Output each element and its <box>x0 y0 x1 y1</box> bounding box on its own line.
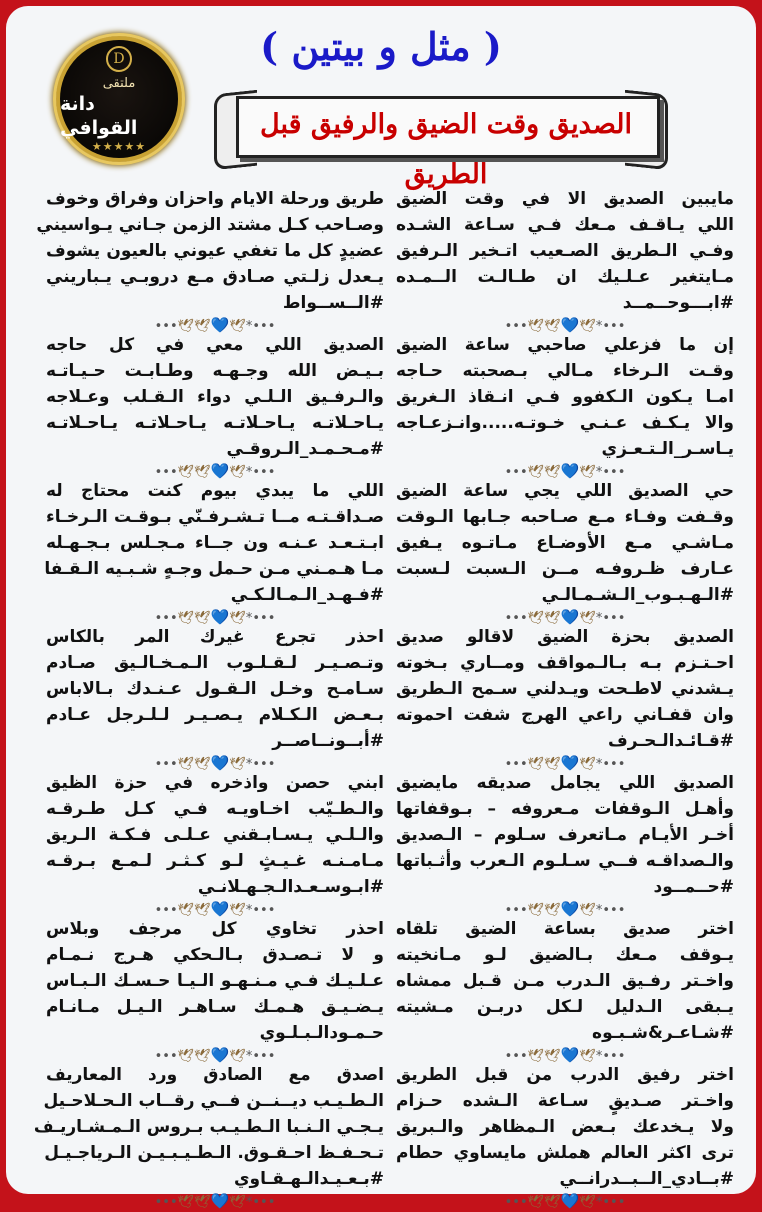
dove-icon: 🕊 <box>194 757 211 772</box>
poem-line: ابـتـعـد عـنـه ون جــاء مـجـلس بـجـهـله <box>46 533 384 553</box>
dove-icon: 🕊 <box>527 757 545 772</box>
dove-icon: 🕊 <box>579 757 596 772</box>
heart-icon: 💙 <box>560 900 580 918</box>
poem-line: أخـر الأيـام مـاتعرف سـلوم – الـصديق <box>396 825 734 845</box>
poem-line: الصديق بحزة الضيق لاقالو صديق <box>396 627 734 647</box>
dove-icon: 🕊 <box>544 1195 561 1210</box>
separator-dots: ••• <box>602 903 626 918</box>
poem-line: عضيدٍ كل ما تغفي عيوني بالعيون يشوف <box>46 241 384 261</box>
star-icon: * <box>245 1195 253 1210</box>
poem-line: صـداقـتـه مــا تـشـرفـنّي بـوقـت الـرخـاء <box>46 507 384 527</box>
poem-line: ترى اكثر العالم هملش مايساوي حطام <box>396 1143 734 1163</box>
separator-dots: ••• <box>154 757 178 772</box>
poem-line: ابني حصن واذخره في حزة الظيق <box>46 773 384 793</box>
dove-icon: 🕊 <box>579 319 596 334</box>
dove-icon: 🕊 <box>177 1195 195 1210</box>
poem-author: #شـاعـر&شـبـوه <box>592 1023 734 1043</box>
separator-dots: ••• <box>154 903 178 918</box>
poem-line: يـعدل زلـتي صـادق مـع دروبـي يـباريني <box>46 267 384 287</box>
poem-block <box>396 332 734 478</box>
star-icon: * <box>245 319 253 334</box>
poem-line: وقـت الـرخاء مـالي بـصحبته حـاجه <box>396 361 734 381</box>
separator-dots: ••• <box>504 903 528 918</box>
poem-line: والا يـكـف عـنـي خـوتـه.....وانـزعـاجه <box>396 413 734 433</box>
dove-icon: 🕊 <box>527 465 545 480</box>
separator-dots: ••• <box>252 903 276 918</box>
poem-block <box>46 332 384 478</box>
heart-icon: 💙 <box>210 608 230 626</box>
dove-icon: 🕊 <box>544 1049 561 1064</box>
dove-icon: 🕊 <box>579 903 596 918</box>
poem-line: مـا هـمـني مـن حـمل وجـهٍ شـبـيه الـقـفا <box>44 559 384 579</box>
poem-block <box>33 1062 384 1210</box>
dove-icon: 🕊 <box>177 611 195 626</box>
poem-line: وتـصـيـر لـقـلـوب الـمـخـالـيق صـادم <box>46 653 384 673</box>
proverb-banner <box>214 86 668 190</box>
poem-line: الـطـيـب ديــنــن فــي رقــاب الـحـلاحـيل <box>43 1091 384 1111</box>
poem-line: امـا يـكون الـكفوو فـي انـقاذ الـغريق <box>396 387 734 407</box>
poem-line: وقـفت وفـاء مـع صـاحبه جـابها الـوقت <box>396 507 734 527</box>
separator-dots: ••• <box>154 1195 178 1210</box>
star-icon: * <box>595 757 603 772</box>
poem-author: #فـهـد_الـمـالـكـي <box>230 585 384 605</box>
separator-dots: ••• <box>504 1195 528 1210</box>
dove-icon: 🕊 <box>544 757 561 772</box>
dove-icon: 🕊 <box>527 611 545 626</box>
heart-icon: 💙 <box>560 1192 580 1210</box>
dove-icon: 🕊 <box>544 611 561 626</box>
dove-icon: 🕊 <box>194 465 211 480</box>
star-icon: * <box>245 611 253 626</box>
poem-line: طريق ورحلة الايام واحزان وفراق وخوف <box>46 189 384 209</box>
heart-icon: 💙 <box>210 316 230 334</box>
dove-icon: 🕊 <box>194 319 211 334</box>
logo-stars: ★★★★★ <box>91 139 147 153</box>
heart-icon: 💙 <box>210 1046 230 1064</box>
left-column <box>33 186 384 1210</box>
separator-dots: ••• <box>504 757 528 772</box>
dove-icon: 🕊 <box>229 903 246 918</box>
right-column <box>396 186 734 1208</box>
heart-icon: 💙 <box>210 754 230 772</box>
poem-line: ولا يـخدعك بـعض الـمظاهر والـبريق <box>396 1117 734 1137</box>
separator-dots: ••• <box>504 1049 528 1064</box>
poem-line: مـامـنـه غـيـثٍ لـو كـثـر لـمـع بـرقـه <box>46 851 384 871</box>
separator-dots: ••• <box>154 319 178 334</box>
page-frame <box>6 6 756 1210</box>
poem-line: والـرفـيق الـلـي دواء الـقـلب وعـلاجه <box>46 387 384 407</box>
dove-icon: 🕊 <box>527 319 545 334</box>
poem-author: #بــادي_الــبــدرانــي <box>559 1169 734 1189</box>
separator-dots: ••• <box>252 319 276 334</box>
poem-line: تـحـفـظ احـقـوق. الـطـيـبـيـن الـرياجـيـل <box>44 1143 384 1163</box>
dove-icon: 🕊 <box>229 611 246 626</box>
heart-icon: 💙 <box>560 608 580 626</box>
dove-icon: 🕊 <box>544 465 561 480</box>
poem-author: #الـهـبـوب_الـشـمـالـي <box>541 585 734 605</box>
separator-dots: ••• <box>504 611 528 626</box>
separator-dots: ••• <box>602 611 626 626</box>
poem-line: احذر تخاوي كل مرجف وبلاس <box>46 919 384 939</box>
heart-icon: 💙 <box>210 462 230 480</box>
logo-letter-icon: D <box>106 46 132 72</box>
poem-line: يـشدني لاطـحت ويـدلني سـمح الـطريق <box>396 679 734 699</box>
separator-dots: ••• <box>252 611 276 626</box>
poem-block <box>396 478 734 624</box>
star-icon: * <box>595 903 603 918</box>
dove-icon: 🕊 <box>229 1195 246 1210</box>
poem-block <box>46 770 384 916</box>
logo-line-1: ملتقى <box>102 75 136 91</box>
poem-line: يـجـي الـنـبا الـطـيـب بـروس الـمـشـاريـف <box>33 1117 384 1137</box>
poem-author: #أبــونــاصــر <box>272 731 384 751</box>
separator-dots: ••• <box>602 465 626 480</box>
star-icon: * <box>595 611 603 626</box>
heart-icon: 💙 <box>560 754 580 772</box>
poem-line: اللي ما يبدي بيوم كنت محتاج له <box>46 481 384 501</box>
heart-icon: 💙 <box>560 316 580 334</box>
page-title: ( مثل و بيتين ) <box>260 24 502 69</box>
poem-line: احذر تجرع غيرك المر بالكاس <box>46 627 384 647</box>
poem-block <box>46 478 384 624</box>
dove-icon: 🕊 <box>527 1049 545 1064</box>
poem-line: يـوقف مـعك بـالضيق لـو مـانخيته <box>396 945 734 965</box>
star-icon: * <box>595 319 603 334</box>
separator-dots: ••• <box>154 465 178 480</box>
dove-icon: 🕊 <box>177 465 195 480</box>
heart-icon: 💙 <box>210 1192 230 1210</box>
star-icon: * <box>595 1049 603 1064</box>
poem-line: اختر رفيق الدرب من قبل الطريق <box>396 1065 734 1085</box>
dove-icon: 🕊 <box>229 319 246 334</box>
poem-author: #قـائـدالـحـرف <box>608 731 734 751</box>
poem-line: يـضـيـق هـمـك سـاهـر الـيـل مـانـام <box>46 997 384 1017</box>
poem-line: عـلـيـك فـي مـنـهـو الـيـا حـسـك الـبـاس <box>46 971 384 991</box>
poem-line: الصديق اللي معي في كل حاجه <box>46 335 384 355</box>
star-icon: * <box>245 757 253 772</box>
star-icon: * <box>245 1049 253 1064</box>
dove-icon: 🕊 <box>229 757 246 772</box>
heart-icon: 💙 <box>210 900 230 918</box>
separator-dots: ••• <box>602 1049 626 1064</box>
poem-line: والـلـي يـسـابـقني عـلـى فـكـة الـريق <box>46 825 384 845</box>
poem-line: بـعـض الـكـلام يـصـيـر لـلـرجل عـادم <box>46 705 384 725</box>
forum-logo <box>56 36 182 162</box>
poem-author: #ابـــوحــمــد <box>622 293 734 313</box>
poem-line: سـامـح وخـل الـقـول عـنـدك بـالاباس <box>46 679 384 699</box>
separator-dots: ••• <box>252 1195 276 1210</box>
poem-block <box>46 916 384 1062</box>
poem-block <box>396 1062 734 1208</box>
separator-dots: ••• <box>504 465 528 480</box>
poem-line: والـطـيّب اخـاويـه فـي كـل طـرقـه <box>46 799 384 819</box>
star-icon: * <box>245 903 253 918</box>
poem-line: اختر صديق بساعة الضيق تلقاه <box>396 919 734 939</box>
dove-icon: 🕊 <box>229 1049 246 1064</box>
poem-line: الصديق اللي يجامل صديقه مايضيق <box>396 773 734 793</box>
star-icon: * <box>245 465 253 480</box>
poem-author: يـاسـر_الـتـعـزي <box>601 439 734 459</box>
dove-icon: 🕊 <box>177 903 195 918</box>
separator-dots: ••• <box>602 757 626 772</box>
poem-line: والـصداقـه فــي سـلـوم الـعرب وأثـباتها <box>396 851 734 871</box>
separator-dots: ••• <box>252 1049 276 1064</box>
star-icon: * <box>595 1195 603 1210</box>
dove-icon: 🕊 <box>579 611 596 626</box>
poem-line: وان قفـاني راعي الهرج شفت احموته <box>396 705 734 725</box>
poem-line: إن ما فزعلي صاحبي ساعة الضيق <box>396 335 734 355</box>
dove-icon: 🕊 <box>194 1195 211 1210</box>
poem-block <box>46 624 384 770</box>
poem-line: واخـتر رفـيق الـدرب مـن قـبل ممشاه <box>396 971 734 991</box>
poem-line: يـاحـلاتـه يـاحـلاتـه يـاحـلاتـه يـاحـلاتـه <box>46 413 384 433</box>
poem-line: وفـي الـطريق الصـعيب اتـخير الـرفيق <box>396 241 734 261</box>
separator-dots: ••• <box>504 319 528 334</box>
poem-line: يـبقى الـدليل لـكل دربـن مـشيته <box>396 997 734 1017</box>
dove-icon: 🕊 <box>579 1195 596 1210</box>
poem-line: عـارف ظـروفـه مــن الـسبت لـسبت <box>396 559 734 579</box>
poem-block <box>396 770 734 916</box>
dove-icon: 🕊 <box>544 319 561 334</box>
star-icon: * <box>595 465 603 480</box>
dove-icon: 🕊 <box>544 903 561 918</box>
poem-author: #ابـوسـعـدالـجـهـلانـي <box>197 877 384 897</box>
poem-line: مايبين الصديق الا في وقت الضيق <box>396 189 734 209</box>
dove-icon: 🕊 <box>527 1195 545 1210</box>
poem-line: و لا تـصـدق بـالـحكي هـرج نـمـام <box>46 945 384 965</box>
dove-icon: 🕊 <box>229 465 246 480</box>
poem-author: #الــســواط <box>282 293 384 313</box>
poem-line: اللي يـاقـف مـعك فـي سـاعة الشـده <box>396 215 734 235</box>
poem-block <box>396 624 734 770</box>
separator-dots: ••• <box>252 465 276 480</box>
poem-line: وأهـل الـوقفات مـعروفه – بـوقفاتها <box>396 799 734 819</box>
poem-author: #بـعـيـدالـهـقـاوي <box>233 1169 384 1189</box>
poem-line: مـايتغير عـلـيك ان طـالـت الــمـده <box>396 267 734 287</box>
heart-icon: 💙 <box>560 1046 580 1064</box>
poem-author: حـمـودالـبـلـوي <box>259 1023 384 1043</box>
separator <box>46 1192 384 1210</box>
dove-icon: 🕊 <box>194 903 211 918</box>
poem-line: مـاشـي مـع الأوضـاع مـاتـوه يـفيق <box>396 533 734 553</box>
poem-block <box>36 186 384 334</box>
dove-icon: 🕊 <box>177 757 195 772</box>
poem-author: #مـحـمـد_الـروقـي <box>226 439 384 459</box>
dove-icon: 🕊 <box>527 903 545 918</box>
poem-block <box>396 186 734 332</box>
dove-icon: 🕊 <box>579 465 596 480</box>
banner-text: الصديق وقت الضيق والرفيق قبل الطريق <box>260 109 632 190</box>
separator-dots: ••• <box>154 611 178 626</box>
poem-block <box>396 916 734 1062</box>
poem-line: واخـتر صـديقٍ سـاعة الـشده حـزام <box>396 1091 734 1111</box>
poem-line: حي الصديق اللي يجي ساعة الضيق <box>396 481 734 501</box>
separator-dots: ••• <box>602 1195 626 1210</box>
separator <box>396 1192 734 1210</box>
dove-icon: 🕊 <box>194 1049 211 1064</box>
separator-dots: ••• <box>602 319 626 334</box>
dove-icon: 🕊 <box>194 611 211 626</box>
poem-line: احـتـزم بـه بـالـمواقف ومــاري بـخوته <box>396 653 734 673</box>
dove-icon: 🕊 <box>177 319 195 334</box>
dove-icon: 🕊 <box>177 1049 195 1064</box>
dove-icon: 🕊 <box>579 1049 596 1064</box>
separator-dots: ••• <box>252 757 276 772</box>
heart-icon: 💙 <box>560 462 580 480</box>
poem-author: #حــمــود <box>653 877 734 897</box>
separator-dots: ••• <box>154 1049 178 1064</box>
poem-line: وصـاحب كـل مشتد الزمن جـاني يـواسيني <box>36 215 384 235</box>
logo-line-2: دانة القوافي <box>60 92 138 139</box>
poem-line: اصدق مع الصادق ورد المعاريف <box>46 1065 384 1085</box>
poem-line: بـيـض الله وجـهـه وطـابـت حـيـاتـه <box>46 361 384 381</box>
